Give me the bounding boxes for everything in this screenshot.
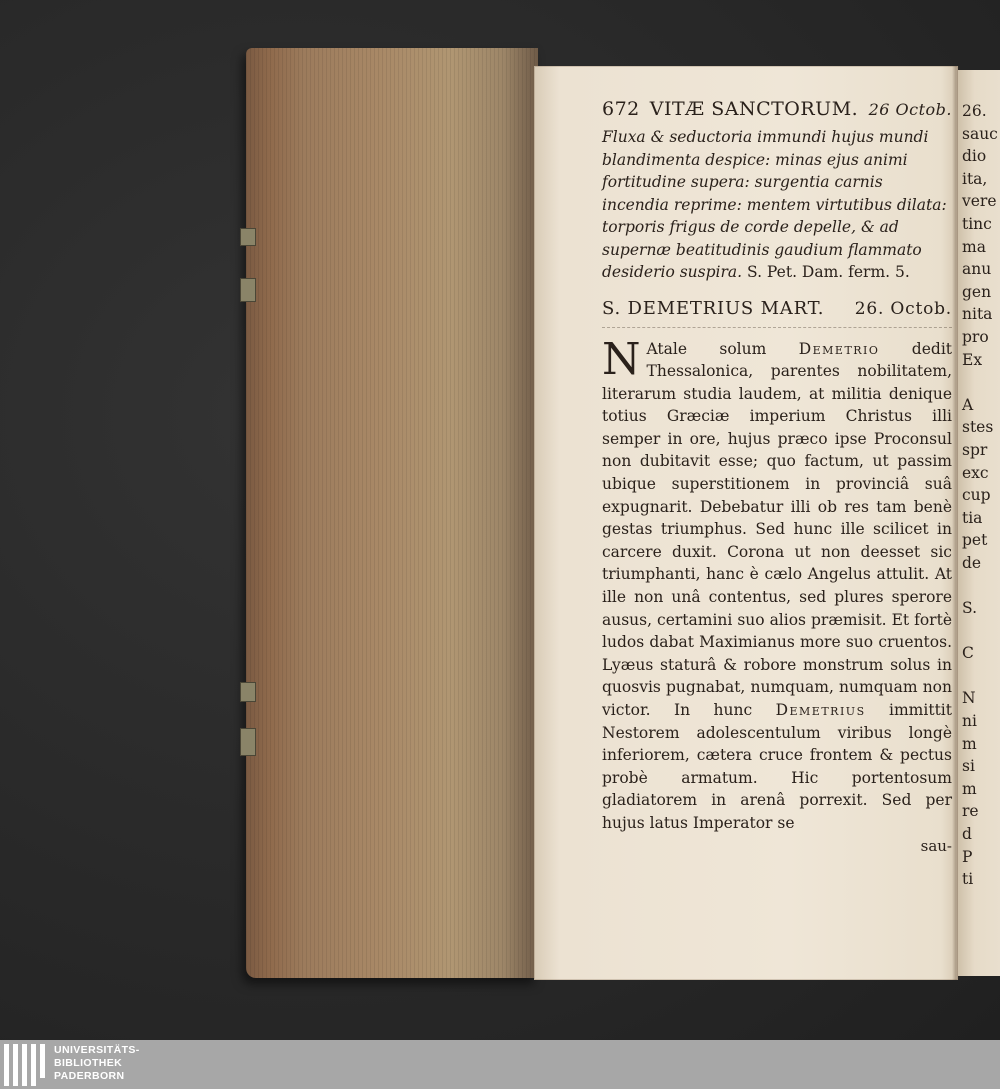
right-page-fragment: ita,	[962, 169, 988, 188]
right-page-fragment: m	[962, 734, 977, 753]
right-page-fragment: C	[962, 644, 974, 663]
library-name-line3: PADERBORN	[54, 1070, 125, 1082]
right-page-fragment: P	[962, 847, 973, 866]
right-page-fragment: vere	[962, 192, 997, 211]
library-name-line1: UNIVERSITÄTS-	[54, 1044, 140, 1056]
right-page-fragment: gen	[962, 282, 992, 301]
body-start: Atale solum	[646, 339, 767, 358]
section-date: 26. Octob.	[854, 298, 952, 319]
right-page-fragment: de	[962, 553, 982, 572]
body-part-1: dedit Thessalonica, parentes nobilitatem, literarum studia laudem, at militia denique totius Græciæ imperium Christus illi semper in ore, hujus præco ipse Proconsul non dubitavit esse; quo factum, ut passim ubique superstitionem in provinciâ suâ expugnarit. Debebatur illi ob res tam benè gestas triumphus. Sed hunc ille scilicet in carcere duxit. Corona ut non deesset sic triumphanti, hanc è cælo Angelus attulit. At ille non unâ contentus, sed plures sperore ausus, certamini suo alios præmisit. Et fortè ludos dabat Maximianus more suo cruentos. Lyæus staturâ & robore monstrum solus in quosvis pugnabat, numquam, numquam non victor. In hunc	[602, 339, 952, 719]
section-divider	[602, 327, 952, 328]
right-page-fragment	[962, 371, 1000, 394]
right-page-fragment: spr	[962, 440, 988, 459]
right-page-fragment: m	[962, 779, 977, 798]
right-page-fragment	[962, 620, 1000, 643]
right-page-fragment: sauc	[962, 124, 998, 143]
library-name-line2: BIBLIOTHEK	[54, 1057, 123, 1069]
right-page-fragment: anu	[962, 260, 992, 279]
right-page-fragment: tia	[962, 508, 983, 527]
right-page-fragment: stes	[962, 418, 994, 437]
right-page-fragment: Ex	[962, 350, 983, 369]
opening-quote	[602, 126, 952, 284]
right-page-fragments	[962, 100, 1000, 891]
right-page-fragment: A	[962, 395, 974, 414]
running-title: VITÆ SANCTORUM.	[649, 98, 859, 120]
section-heading	[602, 298, 952, 319]
right-page-fragment: 26.	[962, 102, 987, 120]
clasp-bottom	[240, 728, 256, 756]
right-page-fragment	[962, 665, 1000, 688]
right-page-fragment: si	[962, 757, 975, 776]
right-page-fragment: ni	[962, 712, 977, 731]
page-number: 672	[602, 98, 640, 120]
quote-text: Fluxa & seductoria immundi hujus mundi blandimenta despice: minas ejus animi fortitudine supera: surgentia carnis incendia reprime: mentem virtutibus dilata: torporis frigus de corde depelle, & ad supernæ beatitudinis gaudium flammato desiderio suspira.	[602, 128, 947, 281]
saint-name-2: Demetrius	[775, 701, 866, 719]
library-footer	[0, 1040, 1000, 1089]
clasp-lower	[240, 682, 256, 702]
body-part-2: immittit Nestorem adolescentulum viribus longè inferiorem, cætera cruce frontem & pectus probè armatum. Hic portentosum gladiatorem in arenâ porrexit. Sed per hujus latus Imperator se	[602, 701, 952, 832]
library-logo-icon	[4, 1044, 46, 1086]
right-page-fragment: dio	[962, 147, 987, 166]
quote-source: S. Pet. Dam. ferm. 5.	[747, 263, 910, 281]
body-paragraph	[602, 333, 952, 835]
section-title: S. DEMETRIUS MART.	[602, 297, 825, 319]
right-page-fragment: pet	[962, 531, 988, 550]
right-page-fragment: tinc	[962, 214, 992, 233]
right-page-fragment: S.	[962, 599, 977, 618]
right-page	[958, 70, 1000, 976]
right-page-fragment	[962, 574, 1000, 597]
saint-name-1: Demetrio	[798, 339, 880, 358]
right-page-fragment: d	[962, 825, 972, 843]
right-page-fragment: exc	[962, 463, 989, 482]
left-page-text	[602, 98, 952, 855]
right-page-fragment: pro	[962, 327, 989, 346]
clasp-upper	[240, 278, 256, 302]
right-page-fragment: ti	[962, 870, 974, 889]
right-page-fragment: N	[962, 689, 976, 708]
running-header	[602, 98, 952, 120]
right-page-fragment: re	[962, 802, 979, 821]
clasp-top	[240, 228, 256, 246]
running-date: 26 Octob.	[868, 100, 952, 119]
right-page-fragment: nita	[962, 305, 993, 324]
library-name	[54, 1044, 140, 1083]
drop-cap: N	[602, 333, 641, 385]
book-fore-edge	[246, 48, 538, 978]
right-page-fragment: ma	[962, 237, 986, 256]
catchword: sau-	[920, 836, 952, 855]
right-page-fragment: cup	[962, 486, 991, 505]
